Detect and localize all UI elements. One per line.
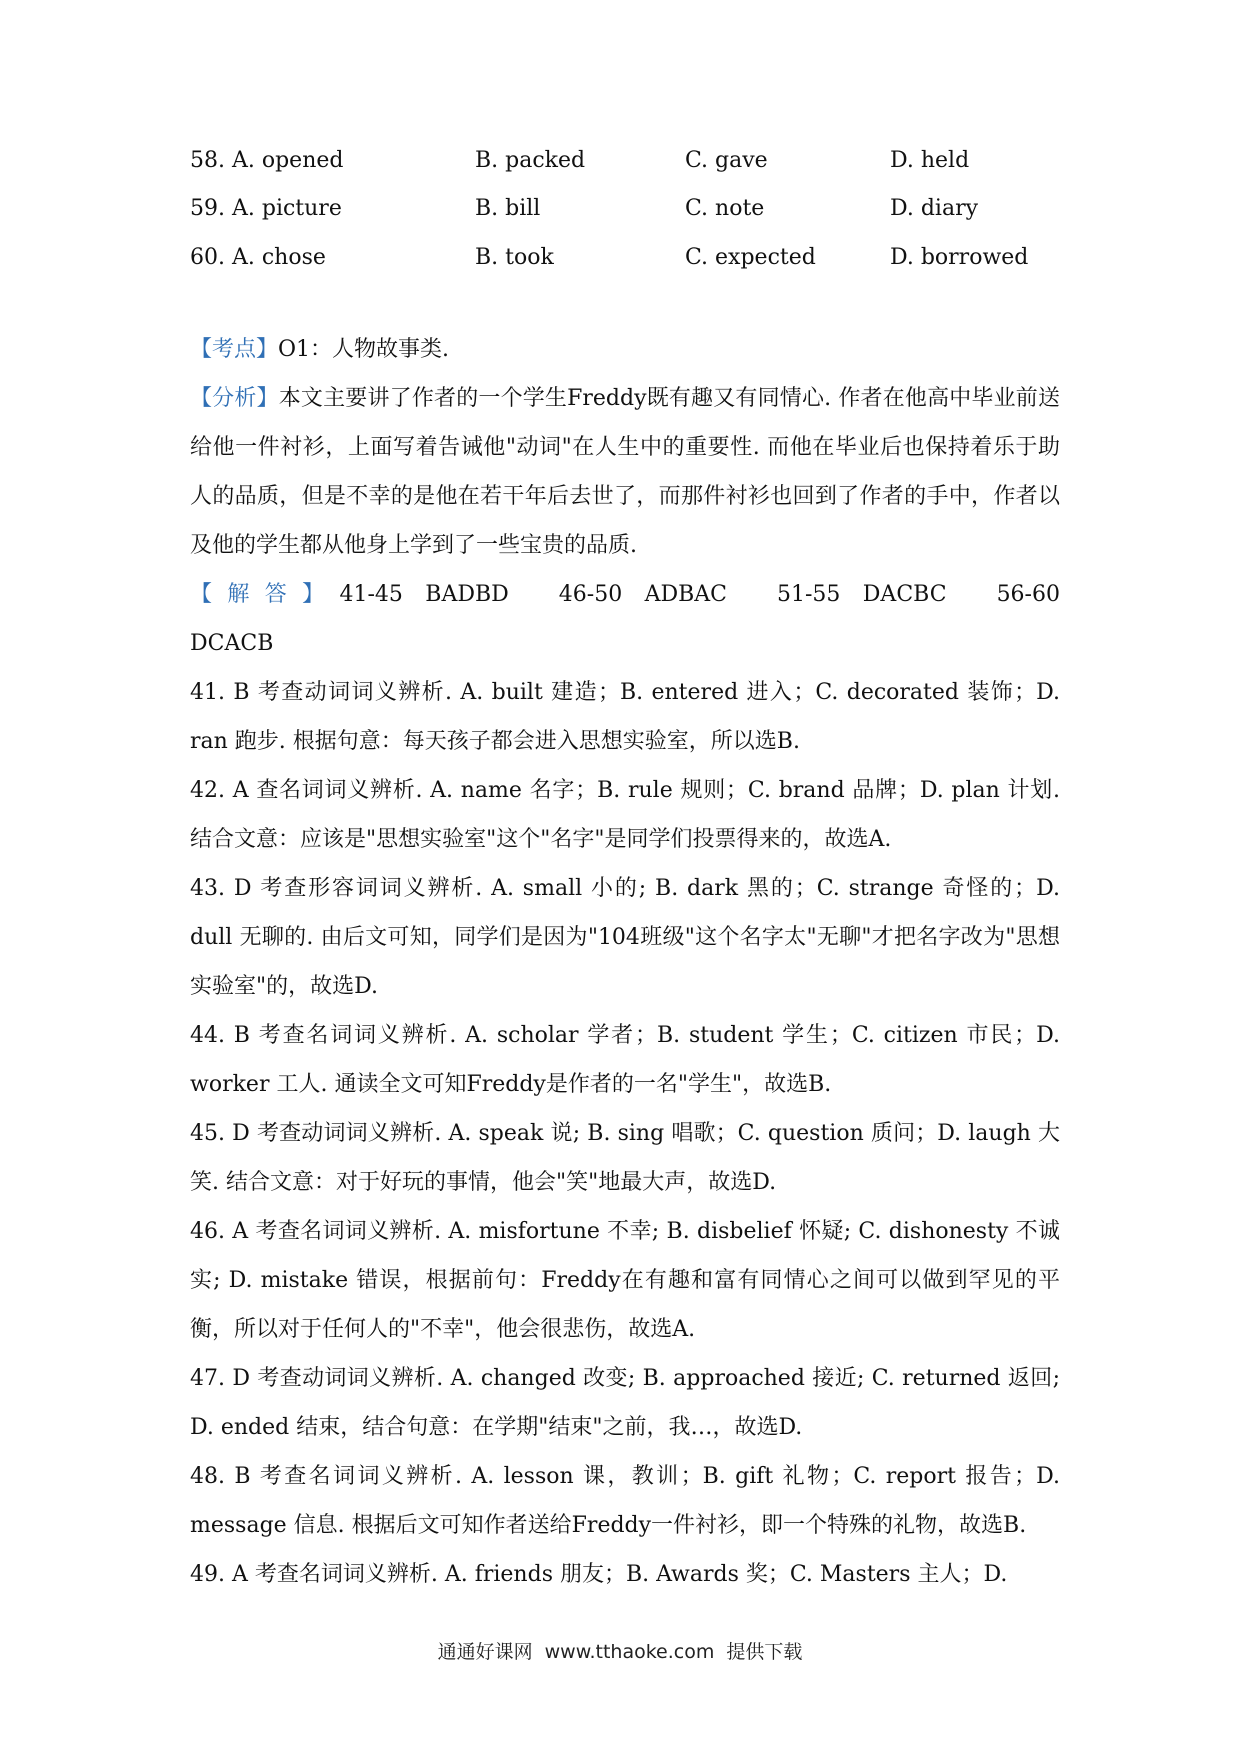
- option-c: C. expected: [685, 245, 816, 270]
- explanation-41: 41. B 考查动词词义辨析. A. built 建造；B. entered 进入；C. decorated 装饰；D. ran 跑步. 根据句意：每天孩子都会进入思想实验室，所以选B.: [190, 680, 1060, 754]
- option-d: D. held: [890, 148, 970, 173]
- explanation-47: 47. D 考查动词词义辨析. A. changed 改变; B. approached 接近; C. returned 返回; D. ended 结束，结合句意：在学期"结束"之前，我…，故选D.: [190, 1366, 1060, 1440]
- option-b: B. packed: [475, 148, 586, 173]
- option-b: B. took: [475, 245, 554, 270]
- answer-group: 46-50 ADBAC: [558, 582, 727, 607]
- kaodian-paragraph: [190, 325, 1060, 374]
- answer-group: 56-60 DCACB: [190, 582, 1060, 656]
- jieda-tag: 【解答】: [190, 582, 340, 607]
- option-row-58: [190, 148, 1090, 188]
- option-c: C. gave: [685, 148, 768, 173]
- explanation-49: 49. A 考查名词词义辨析. A. friends 朋友；B. Awards 奖；C. Masters 主人；D.: [190, 1562, 1008, 1587]
- option-a: 58. A. opened: [190, 148, 344, 173]
- option-row-59: [190, 196, 1090, 236]
- option-a: 59. A. picture: [190, 196, 342, 221]
- explanation-44: 44. B 考查名词词义辨析. A. scholar 学者；B. student 学生；C. citizen 市民；D. worker 工人. 通读全文可知Freddy是作者的一名"学生"，故选B.: [190, 1023, 1060, 1097]
- option-b: B. bill: [475, 196, 541, 221]
- explanation-46: 46. A 考查名词词义辨析. A. misfortune 不幸; B. disbelief 怀疑; C. dishonesty 不诚实; D. mistake 错误，根据前句：Freddy在有趣和富有同情心之间可以做到罕见的平衡，所以对于任何人的"不幸"，他会很悲伤，故选A.: [190, 1219, 1060, 1342]
- fenxi-tag: 【分析】: [190, 386, 279, 411]
- analysis-body: [190, 325, 1060, 1599]
- footer-site-name: 通通好课网: [437, 1641, 533, 1663]
- page-footer: [0, 1637, 1240, 1664]
- option-d: D. diary: [890, 196, 979, 221]
- answer-group: 41-45 BADBD: [339, 582, 509, 607]
- footer-url[interactable]: www.tthaoke.com: [544, 1641, 715, 1663]
- option-d: D. borrowed: [890, 245, 1029, 270]
- jieda-paragraph: [190, 570, 1060, 668]
- explanation-48: 48. B 考查名词词义辨析. A. lesson 课，教训；B. gift 礼物；C. report 报告；D. message 信息. 根据后文可知作者送给Freddy一件衬衫，即一个特殊的礼物，故选B.: [190, 1464, 1060, 1538]
- explanation-42: 42. A 查名词词义辨析. A. name 名字；B. rule 规则；C. brand 品牌；D. plan 计划. 结合文意：应该是"思想实验室"这个"名字"是同学们投票得来的，故选A.: [190, 778, 1060, 852]
- option-a: 60. A. chose: [190, 245, 326, 270]
- fenxi-text: 本文主要讲了作者的一个学生Freddy既有趣又有同情心. 作者在他高中毕业前送给他一件衬衫，上面写着告诫他"动词"在人生中的重要性. 而他在毕业后也保持着乐于助人的品质，但是不幸的是他在若干年后去世了，而那件衬衫也回到了作者的手中，作者以及他的学生都从他身上学到了一些宝贵的品质.: [190, 386, 1060, 558]
- kaodian-text: O1：人物故事类.: [278, 337, 450, 362]
- option-row-60: [190, 245, 1090, 285]
- option-c: C. note: [685, 196, 765, 221]
- footer-note: 提供下载: [726, 1641, 803, 1663]
- answer-group: 51-55 DACBC: [777, 582, 947, 607]
- explanation-43: 43. D 考查形容词词义辨析. A. small 小的; B. dark 黑的；C. strange 奇怪的；D. dull 无聊的. 由后文可知，同学们是因为"104班级"这个名字太"无聊"才把名字改为"思想实验室"的，故选D.: [190, 876, 1060, 999]
- kaodian-tag: 【考点】: [190, 337, 279, 362]
- fenxi-paragraph: [190, 374, 1060, 570]
- explanation-45: 45. D 考查动词词义辨析. A. speak 说; B. sing 唱歌；C. question 质问；D. laugh 大笑. 结合文意：对于好玩的事情，他会"笑"地最大声，故选D.: [190, 1121, 1060, 1195]
